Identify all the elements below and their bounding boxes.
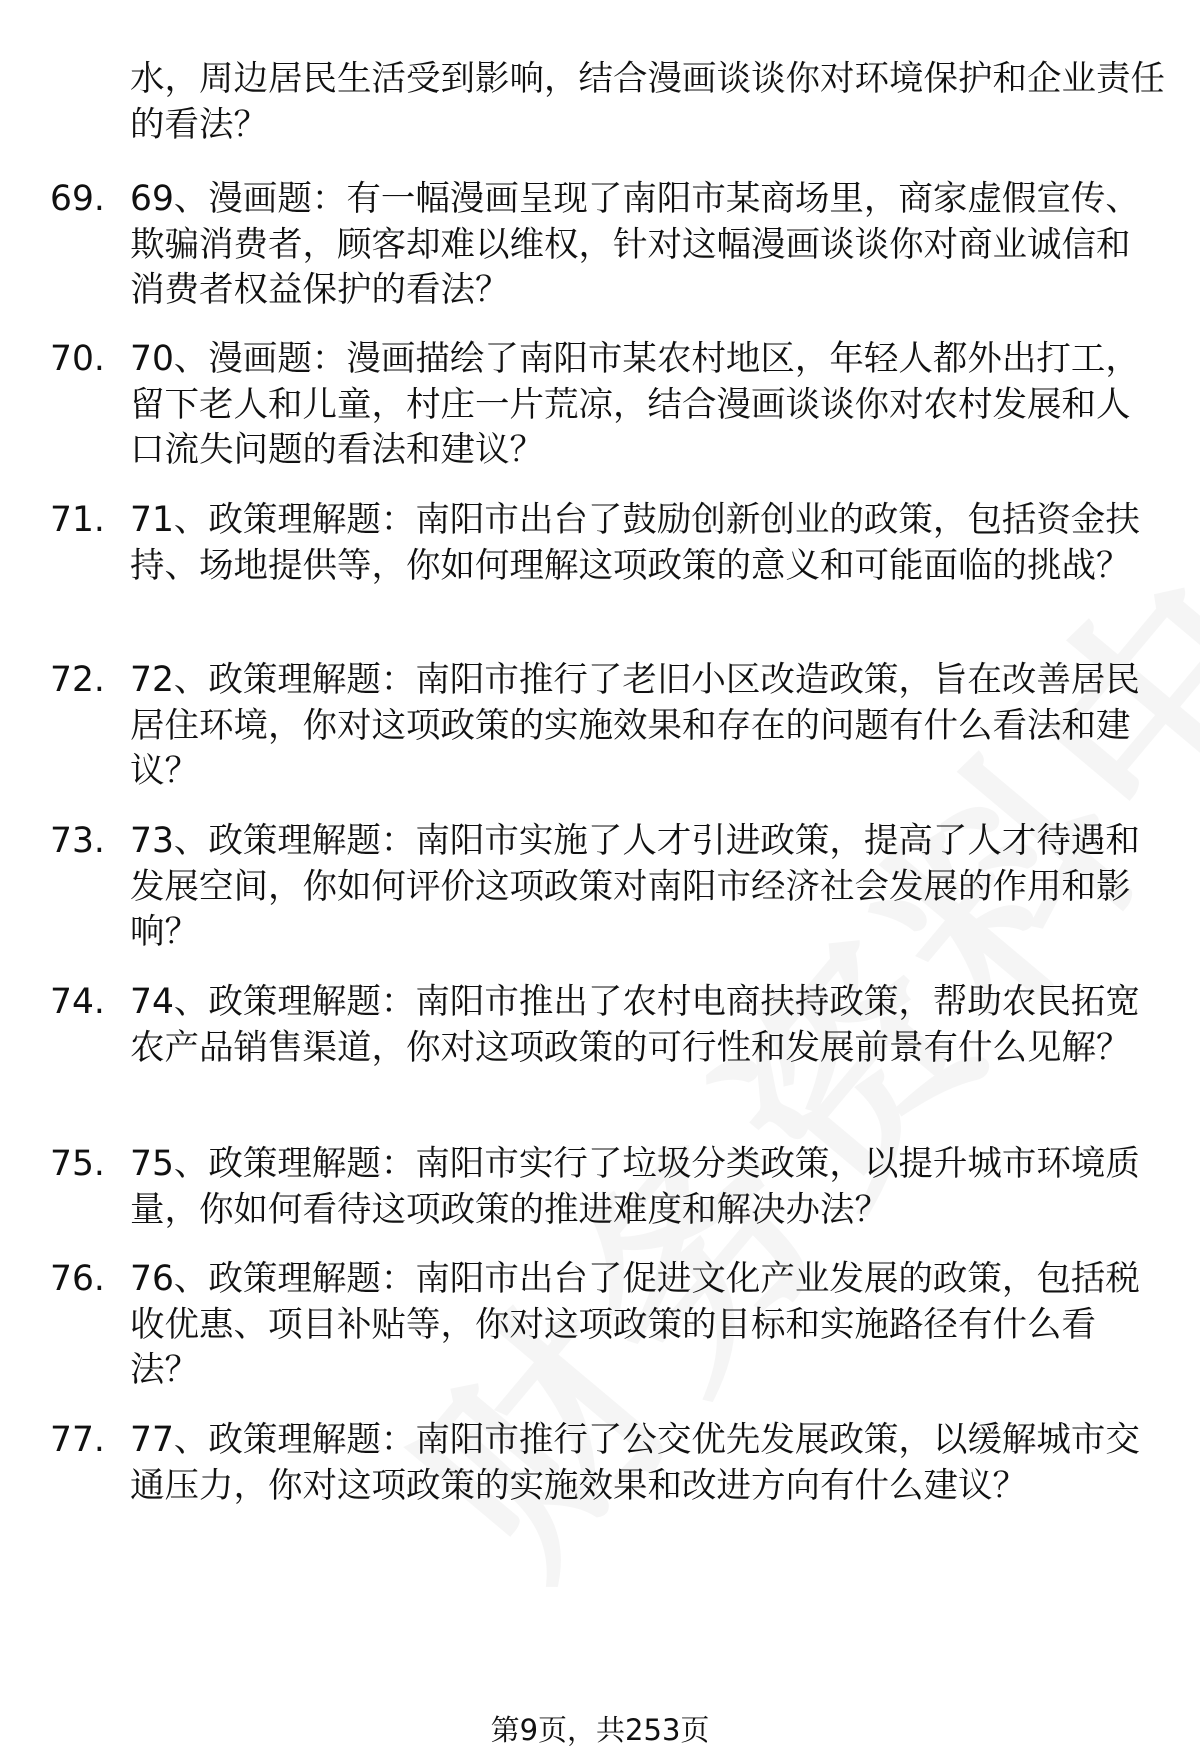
list-item: [0, 1257, 1200, 1397]
item-text: 73、政策理解题：南阳市实施了人才引进政策，提高了人才待遇和发展空间，你如何评价这项政策对南阳市经济社会发展的作用和影响？: [130, 821, 1140, 952]
item-text: 72、政策理解题：南阳市推行了老旧小区改造政策，旨在改善居民居住环境，你对这项政策的实施效果和存在的问题有什么看法和建议？: [130, 660, 1140, 791]
item-text: 76、政策理解题：南阳市出台了促进文化产业发展的政策，包括税收优惠、项目补贴等，你对这项政策的目标和实施路径有什么看法？: [130, 1259, 1140, 1390]
page-number-footer: 第9页，共253页: [490, 1713, 710, 1747]
item-number: 72.: [50, 660, 105, 700]
list-item: [0, 658, 1200, 798]
item-number: 77.: [50, 1420, 105, 1460]
item-text: 77、政策理解题：南阳市推行了公交优先发展政策，以缓解城市交通压力，你对这项政策的实施效果和改进方向有什么建议？: [130, 1420, 1140, 1506]
list-item: [0, 980, 1200, 1120]
item-number: 74.: [50, 982, 105, 1022]
item-number: 69.: [50, 179, 105, 219]
list-item: [0, 819, 1200, 959]
list-item: [0, 1418, 1200, 1558]
item-number: 71.: [50, 500, 105, 540]
list-item: [0, 177, 1200, 317]
item-number: 73.: [50, 821, 105, 861]
item-number: 76.: [50, 1259, 105, 1299]
item-number: 70.: [50, 339, 105, 379]
list-item: [0, 498, 1200, 638]
item-text: 71、政策理解题：南阳市出台了鼓励创新创业的政策，包括资金扶持、场地提供等，你如何理解这项政策的意义和可能面临的挑战？: [130, 500, 1140, 586]
list-item: [0, 337, 1200, 477]
item-text: 69、漫画题：有一幅漫画呈现了南阳市某商场里，商家虚假宣传、欺骗消费者，顾客却难以维权，针对这幅漫画谈谈你对商业诚信和消费者权益保护的看法？: [130, 179, 1140, 310]
item-text: 70、漫画题：漫画描绘了南阳市某农村地区，年轻人都外出打工，留下老人和儿童，村庄一片荒凉，结合漫画谈谈你对农村发展和人口流失问题的看法和建议？: [130, 339, 1140, 470]
item-text: 75、政策理解题：南阳市实行了垃圾分类政策，以提升城市环境质量，你如何看待这项政策的推进难度和解决办法？: [130, 1144, 1140, 1230]
item-text: 74、政策理解题：南阳市推出了农村电商扶持政策，帮助农民拓宽农产品销售渠道，你对这项政策的可行性和发展前景有什么见解？: [130, 982, 1140, 1068]
continued-question-text: 水，周边居民生活受到影响，结合漫画谈谈你对环境保护和企业责任的看法？: [130, 59, 1165, 145]
item-number: 75.: [50, 1144, 105, 1184]
